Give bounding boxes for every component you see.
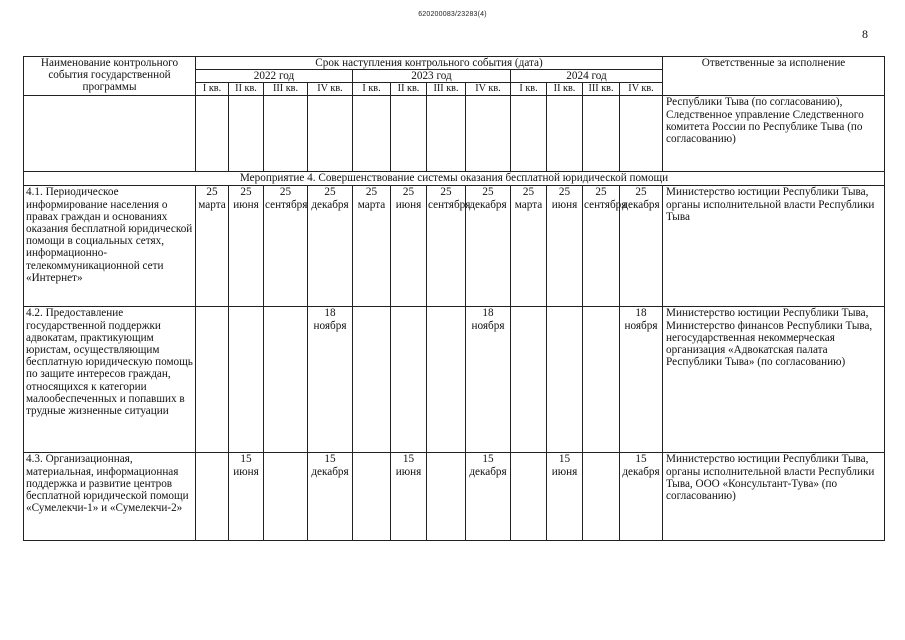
control-events-table [23, 56, 885, 541]
section-row [24, 172, 885, 186]
row-date: 15 июня [391, 453, 427, 541]
row-date [229, 307, 264, 453]
header-quarter: III кв. [583, 83, 620, 96]
row-date: 25 июня [547, 186, 583, 307]
row-name: 4.3. Организационная, материальная, информационная поддержка и развитие центров бесплатной юридической помощи «Сумелекчи-1» и «Сумелекчи-2» [24, 453, 196, 541]
row-name: 4.2. Предоставление государственной поддержки адвокатам, практикующим юристам, осуществляющим бесплатную юридическую помощь по защите интересов граждан, относящихся к категории малообеспеченных и попавших в трудные жизненные ситуации [24, 307, 196, 453]
row-date [583, 307, 620, 453]
row-date [427, 453, 466, 541]
row-date [427, 307, 466, 453]
row-date: 18 ноября [620, 307, 663, 453]
header-quarter: I кв. [196, 83, 229, 96]
row-date: 25 марта [511, 186, 547, 307]
header-year: 2022 год [196, 70, 353, 83]
row-date [353, 453, 391, 541]
row-date [264, 307, 308, 453]
row-date [264, 453, 308, 541]
row-date: 18 ноября [308, 307, 353, 453]
table-row [24, 307, 885, 453]
row-date: 15 декабря [308, 453, 353, 541]
row-date [511, 307, 547, 453]
header-quarter: IV кв. [620, 83, 663, 96]
row-date: 25 сентября [427, 186, 466, 307]
row-date: 25 декабря [308, 186, 353, 307]
header-quarter: IV кв. [466, 83, 511, 96]
row-date [547, 307, 583, 453]
header-responsible-column: Ответственные за исполнение [663, 57, 885, 96]
row-date [353, 307, 391, 453]
row-date: 25 июня [391, 186, 427, 307]
row-date [196, 453, 229, 541]
row-date: 25 декабря [466, 186, 511, 307]
table-row-continuation [24, 96, 885, 172]
row-date: 25 декабря [620, 186, 663, 307]
row-responsible: Министерство юстиции Республики Тыва, органы исполнительной власти Республики Тыва, ООО «Консультант-Тува» (по согласованию) [663, 453, 885, 541]
row-date: 18 ноября [466, 307, 511, 453]
page-number: 8 [862, 27, 868, 41]
row-date: 15 декабря [466, 453, 511, 541]
header-quarter: III кв. [264, 83, 308, 96]
table-row [24, 186, 885, 307]
row-name: 4.1. Периодическое информирование населения о правах граждан и основаниях оказания бесплатной юридической помощи в социальных сетях, информационно-телекоммуникационной сети «Интернет» [24, 186, 196, 307]
header-year: 2024 год [511, 70, 663, 83]
row-date: 25 марта [353, 186, 391, 307]
header-quarter: II кв. [229, 83, 264, 96]
row-date: 15 июня [547, 453, 583, 541]
header-quarter: I кв. [511, 83, 547, 96]
row-responsible: Министерство юстиции Республики Тыва, органы исполнительной власти Республики Тыва [663, 186, 885, 307]
row-responsible: Министерство юстиции Республики Тыва, Министерство финансов Республики Тыва, негосударственная некоммерческая организация «Адвокатская палата Республики Тыва» (по согласованию) [663, 307, 885, 453]
row-date: 25 сентября [264, 186, 308, 307]
header-quarter: II кв. [547, 83, 583, 96]
row-date [511, 453, 547, 541]
header-quarter: II кв. [391, 83, 427, 96]
header-name-column: Наименование контрольного события государственной программы [24, 57, 196, 96]
row-name [24, 96, 196, 172]
row-date: 15 декабря [620, 453, 663, 541]
row-date: 15 июня [229, 453, 264, 541]
header-year: 2023 год [353, 70, 511, 83]
row-date [583, 453, 620, 541]
section-title: Мероприятие 4. Совершенствование системы оказания бесплатной юридической помощи [24, 172, 885, 186]
header-quarter: IV кв. [308, 83, 353, 96]
table-row [24, 453, 885, 541]
row-responsible: Республики Тыва (по согласованию), Следственное управление Следственного комитета России по Республике Тыва (по согласованию) [663, 96, 885, 172]
header-quarter: III кв. [427, 83, 466, 96]
row-date: 25 марта [196, 186, 229, 307]
row-date [196, 307, 229, 453]
row-date: 25 июня [229, 186, 264, 307]
row-date [391, 307, 427, 453]
header-period-column: Срок наступления контрольного события (дата) [196, 57, 663, 70]
header-quarter: I кв. [353, 83, 391, 96]
row-date: 25 сентября [583, 186, 620, 307]
document-id: 620200083/23283(4) [418, 11, 487, 18]
